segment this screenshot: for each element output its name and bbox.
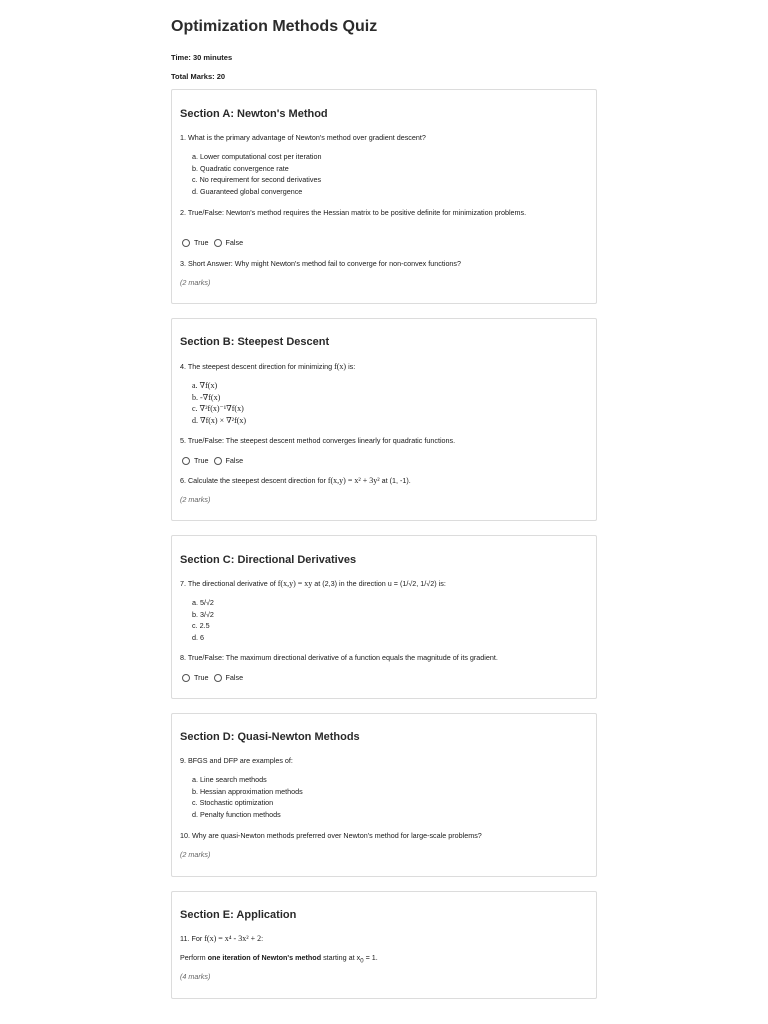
question-7: [180, 578, 575, 590]
option-4a[interactable]: a. ∇f(x): [192, 381, 218, 390]
question-4-suffix: is:: [346, 362, 356, 371]
question-4-math: f(x): [334, 362, 347, 371]
question-7-options: [192, 597, 214, 643]
question-8: 8. True/False: The maximum directional derivative of a function equals the magnitude of its gradient.: [180, 653, 498, 662]
section-a-heading: Section A: Newton's Method: [180, 108, 328, 120]
section-b-card: [171, 318, 597, 521]
instruction-end: = 1.: [363, 953, 378, 962]
false-option[interactable]: [214, 456, 244, 465]
instruction-subscript: 0: [360, 958, 364, 965]
false-radio[interactable]: [214, 674, 222, 682]
option-7d[interactable]: d. 6: [192, 632, 204, 642]
question-5-true-false: [182, 456, 248, 465]
option-4c[interactable]: c. ∇²f(x)⁻¹∇f(x): [192, 404, 244, 414]
false-label: False: [225, 456, 244, 465]
true-option[interactable]: [182, 456, 209, 465]
option-9c[interactable]: c. Stochastic optimization: [192, 798, 274, 808]
question-4-text: 4. The steepest descent direction for minimizing: [180, 362, 335, 371]
section-c-heading: Section C: Directional Derivatives: [180, 554, 357, 566]
question-7-math: f(x,y) = xy: [277, 579, 313, 588]
option-9a[interactable]: a. Line search methods: [192, 775, 267, 784]
question-1: 1. What is the primary advantage of Newton's method over gradient descent?: [180, 133, 426, 142]
option-1c[interactable]: c. No requirement for second derivatives: [192, 175, 322, 185]
true-radio[interactable]: [182, 457, 190, 465]
true-label: True: [194, 238, 209, 247]
option-9b[interactable]: b. Hessian approximation methods: [192, 786, 303, 796]
option-7b[interactable]: b. 3/√2: [192, 609, 214, 619]
question-1-options: [192, 151, 321, 197]
false-label: False: [225, 238, 244, 247]
option-4b[interactable]: b. -∇f(x): [192, 392, 221, 402]
question-10-marks: (2 marks): [180, 850, 211, 859]
true-label: True: [194, 673, 209, 682]
total-marks-info: Total Marks: 20: [171, 72, 226, 81]
option-1a[interactable]: a. Lower computational cost per iteration: [192, 152, 322, 161]
option-1d[interactable]: d. Guaranteed global convergence: [192, 186, 303, 196]
false-option[interactable]: [214, 238, 244, 247]
question-6-math: f(x,y) = x² + 3y²: [327, 476, 380, 485]
section-e-heading: Section E: Application: [180, 909, 297, 921]
question-10: 10. Why are quasi-Newton methods preferred over Newton's method for large-scale problems?: [180, 831, 482, 840]
question-9: 9. BFGS and DFP are examples of:: [180, 756, 293, 765]
question-8-true-false: [182, 673, 248, 682]
false-radio[interactable]: [214, 457, 222, 465]
false-option[interactable]: [214, 673, 244, 682]
section-b-heading: Section B: Steepest Descent: [180, 336, 330, 348]
section-e-card: [171, 891, 597, 999]
false-radio[interactable]: [214, 239, 222, 247]
question-11-math: f(x) = x⁴ - 3x² + 2: [204, 934, 262, 943]
question-11: [180, 933, 575, 945]
option-9d[interactable]: d. Penalty function methods: [192, 809, 281, 819]
question-7-text: 7. The directional derivative of: [180, 579, 278, 588]
option-1b[interactable]: b. Quadratic convergence rate: [192, 163, 289, 173]
instruction-suffix: starting at x: [321, 953, 361, 962]
true-radio[interactable]: [182, 674, 190, 682]
section-c-card: [171, 535, 597, 699]
question-11-suffix: :: [261, 934, 264, 943]
question-3-marks: (2 marks): [180, 278, 211, 287]
instruction-prefix: Perform: [180, 953, 208, 962]
true-label: True: [194, 456, 209, 465]
section-d-heading: Section D: Quasi-Newton Methods: [180, 731, 360, 743]
question-6-text: 6. Calculate the steepest descent direction for: [180, 476, 328, 485]
section-d-card: [171, 713, 597, 877]
question-7-suffix: at (2,3) in the direction u = (1/√2, 1/√2) is:: [312, 579, 446, 588]
page-title: Optimization Methods Quiz: [171, 18, 378, 35]
question-9-options: [192, 774, 303, 820]
true-option[interactable]: [182, 673, 209, 682]
question-11-marks: (4 marks): [180, 972, 211, 981]
question-5: 5. True/False: The steepest descent method converges linearly for quadratic functions.: [180, 436, 456, 445]
question-3: 3. Short Answer: Why might Newton's method fail to converge for non-convex functions?: [180, 259, 462, 268]
question-11-instruction: [180, 952, 575, 967]
question-2: 2. True/False: Newton's method requires the Hessian matrix to be positive definite for minimization problems.: [180, 208, 527, 217]
question-6-suffix: at (1, -1).: [379, 476, 411, 485]
question-11-text: 11. For: [180, 934, 205, 943]
true-option[interactable]: [182, 238, 209, 247]
question-4: [180, 361, 575, 373]
option-4d[interactable]: d. ∇f(x) × ∇²f(x): [192, 415, 247, 425]
option-7a[interactable]: a. 5/√2: [192, 598, 214, 607]
time-info: Time: 30 minutes: [171, 53, 233, 62]
question-4-options: [192, 380, 246, 426]
instruction-bold: one iteration of Newton's method: [207, 953, 322, 962]
section-a-card: [171, 89, 597, 304]
false-label: False: [225, 673, 244, 682]
true-radio[interactable]: [182, 239, 190, 247]
option-7c[interactable]: c. 2.5: [192, 621, 210, 631]
question-6: [180, 475, 575, 487]
question-2-true-false: [182, 238, 248, 247]
question-6-marks: (2 marks): [180, 495, 211, 504]
